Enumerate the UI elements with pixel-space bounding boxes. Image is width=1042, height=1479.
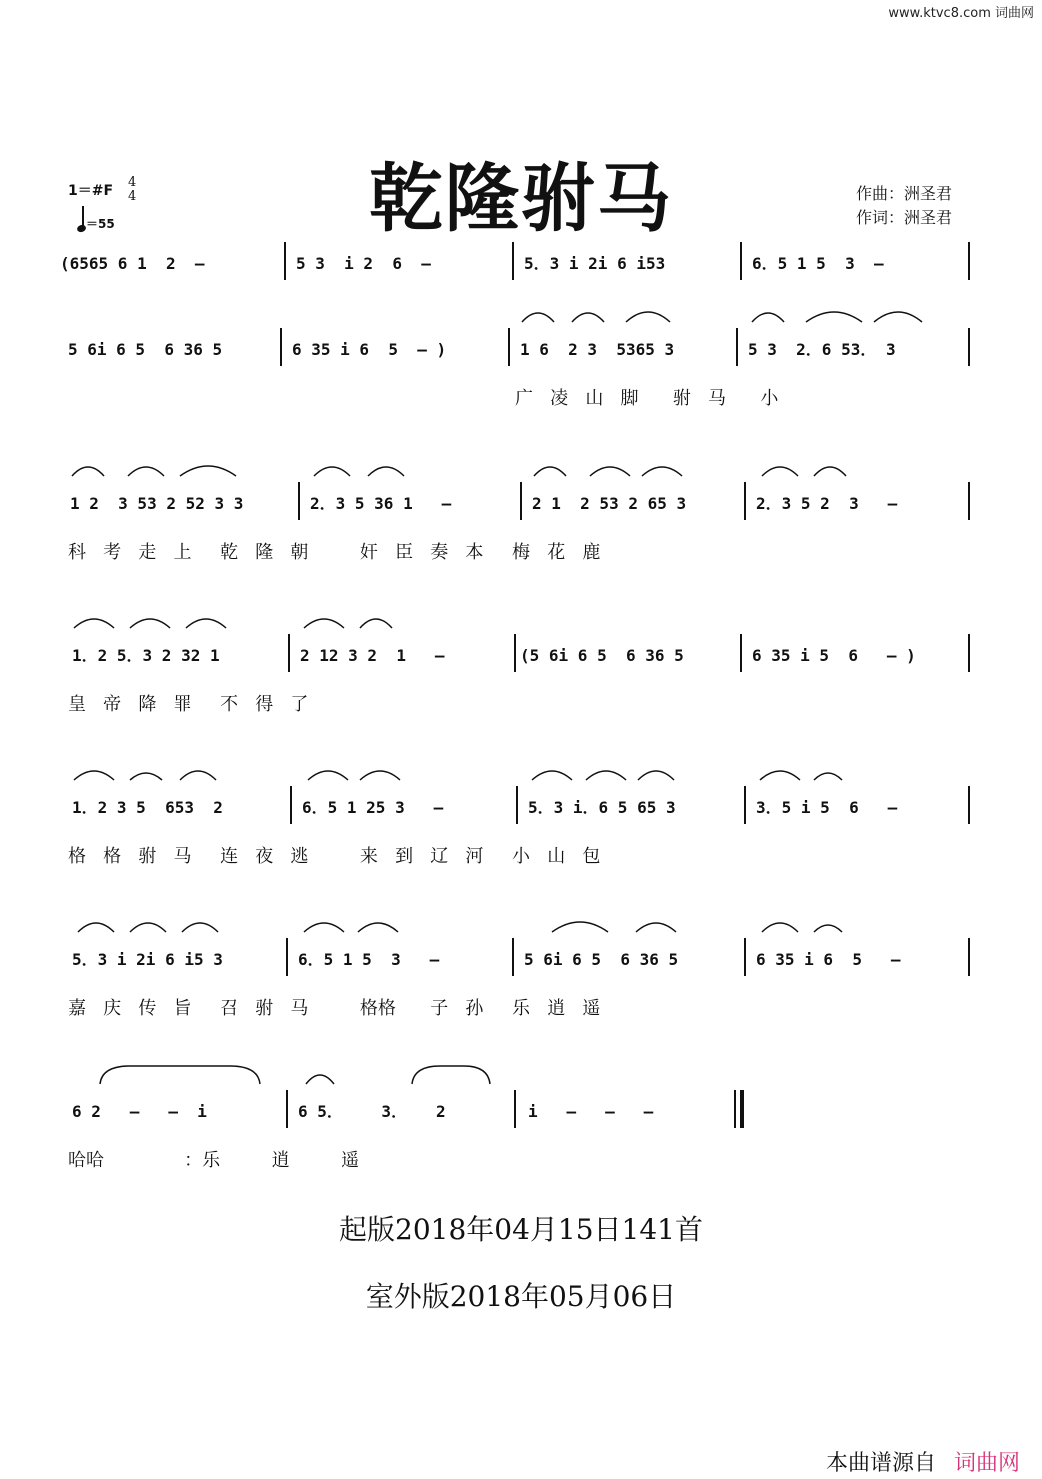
- time-signature-top: 4: [128, 175, 137, 190]
- tempo-value: ＝55: [86, 217, 115, 231]
- barline: [740, 634, 742, 672]
- key-signature: 1＝#F: [68, 183, 114, 199]
- measure: 5．3 i 2i 6 i5 3: [72, 950, 223, 969]
- measure: 2 12 3 2 1 –: [300, 646, 445, 665]
- lyrics-line: 嘉 庆 传 旨 召 驸 马 格格 子 孙 乐 逍 遥: [68, 998, 601, 1019]
- barline: [512, 242, 514, 280]
- barline: [286, 1090, 288, 1128]
- measure: (6565 6 1 2 –: [60, 254, 205, 273]
- measure: 6 2 – – i: [72, 1102, 207, 1121]
- barline: [280, 328, 282, 366]
- measure: (5 6i 6 5 6 36 5: [520, 646, 684, 665]
- barline: [514, 634, 516, 672]
- lyrics-line: 格 格 驸 马 连 夜 逃 来 到 辽 河 小 山 包: [68, 846, 601, 867]
- edition-note-2: 室外版2018年05月06日: [365, 1280, 677, 1313]
- measure: i – – –: [528, 1102, 654, 1121]
- time-signature-bottom: 4: [128, 189, 137, 204]
- barline: [968, 634, 970, 672]
- barline: [734, 1090, 736, 1128]
- measure: 6．5 1 25 3 –: [302, 798, 444, 817]
- barline: [288, 634, 290, 672]
- barline: [968, 242, 970, 280]
- barline: [744, 482, 746, 520]
- slur-marks: [0, 610, 1042, 632]
- watermark-source-text: 本曲谱源自: [825, 1451, 936, 1476]
- slur-marks: [0, 914, 1042, 936]
- composer-credit: 作曲：洲圣君: [856, 184, 953, 203]
- slur-marks: [0, 1066, 1042, 1088]
- measure: 3．5 i 5 6 –: [756, 798, 898, 817]
- measure: 5 3 2．6 53． 3: [748, 340, 896, 359]
- measure: 1．2 3 5 653 2: [72, 798, 223, 817]
- measure: 5 6i 6 5 6 36 5: [68, 340, 223, 359]
- slur-marks: [0, 762, 1042, 784]
- barline: [968, 328, 970, 366]
- barline: [508, 328, 510, 366]
- measure: 1．2 5．3 2 32 1: [72, 646, 220, 665]
- measure: 6 35 i 6 5 – ): [292, 340, 447, 359]
- credits: [856, 182, 952, 230]
- song-title: 乾隆驸马: [369, 156, 673, 242]
- barline: [736, 328, 738, 366]
- measure: 5 3 i 2 6 –: [296, 254, 431, 273]
- barline: [512, 938, 514, 976]
- lyricist-credit: 作词：洲圣君: [856, 208, 953, 227]
- measure: 6 35 i 5 6 – ): [752, 646, 916, 665]
- barline: [744, 938, 746, 976]
- barline: [968, 938, 970, 976]
- lyrics-line: 广 凌 山 脚 驸 马 小: [515, 388, 779, 409]
- measure: 5．3 i．6 5 65 3: [528, 798, 676, 817]
- barline: [968, 786, 970, 824]
- watermark-top: www.ktvc8.com 词曲网: [888, 6, 1034, 21]
- barline: [744, 786, 746, 824]
- lyrics-line: 皇 帝 降 罪 不 得 了: [68, 694, 309, 715]
- final-barline: [740, 1090, 744, 1128]
- lyrics-line: 哈哈 ：乐 逍 遥: [68, 1150, 360, 1171]
- measure: 6 5． 3． 2: [298, 1102, 446, 1121]
- watermark-bottom: [826, 1446, 1020, 1477]
- barline: [514, 1090, 516, 1128]
- barline: [286, 938, 288, 976]
- measure: 6 35 i 6 5 –: [756, 950, 901, 969]
- measure: 5．3 i 2i 6 i53: [524, 254, 666, 273]
- measure: 1 6 2 3 5365 3: [520, 340, 675, 359]
- barline: [740, 242, 742, 280]
- barline: [284, 242, 286, 280]
- measure: 2．3 5 2 3 –: [756, 494, 898, 513]
- barline: [968, 482, 970, 520]
- measure: 6．5 1 5 3 –: [298, 950, 440, 969]
- measure: 5 6i 6 5 6 36 5: [524, 950, 679, 969]
- measure: 2 1 2 53 2 65 3: [532, 494, 687, 513]
- barline: [290, 786, 292, 824]
- measure: 2．3 5 36 1 –: [310, 494, 452, 513]
- barline: [520, 482, 522, 520]
- lyrics-line: 科 考 走 上 乾 隆 朝 奸 臣 奏 本 梅 花 鹿: [68, 542, 601, 563]
- measure: 1 2 3 53 2 52 3 3: [70, 494, 244, 513]
- edition-note-1: 起版2018年04月15日141首: [339, 1213, 703, 1246]
- slur-marks: [0, 458, 1042, 480]
- measure: 6．5 1 5 3 –: [752, 254, 884, 273]
- barline: [516, 786, 518, 824]
- barline: [298, 482, 300, 520]
- watermark-brand: 词曲网: [953, 1451, 1020, 1476]
- slur-marks: [0, 304, 1042, 326]
